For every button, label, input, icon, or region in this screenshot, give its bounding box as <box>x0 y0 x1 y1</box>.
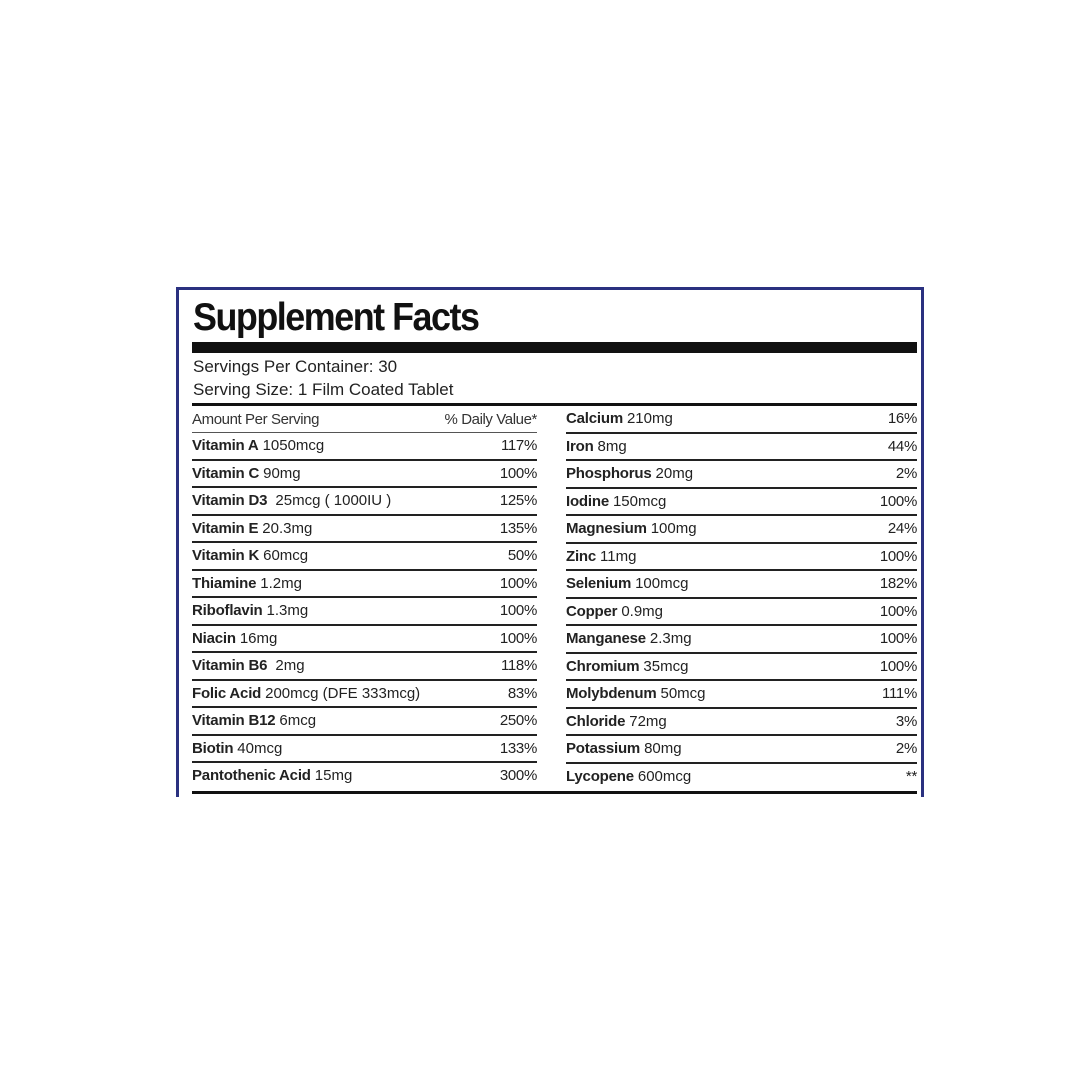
nutrient-amount: 15mg <box>314 767 353 785</box>
nutrient-name: Vitamin K <box>192 547 260 565</box>
nutrient-daily-value: 100% <box>879 602 917 620</box>
nutrient-row <box>192 763 537 789</box>
nutrient-label <box>192 602 308 619</box>
nutrient-label <box>566 410 673 427</box>
nutrient-label <box>192 685 420 702</box>
nutrient-name: Copper <box>566 602 618 620</box>
panel-title: Supplement Facts <box>193 296 479 339</box>
nutrient-name: Lycopene <box>566 767 634 785</box>
nutrient-amount: 200mcg (DFE 333mcg) <box>265 684 421 702</box>
nutrient-name: Magnesium <box>566 520 647 538</box>
nutrient-name: Iron <box>566 437 594 455</box>
nutrient-name: Iodine <box>566 492 609 510</box>
nutrient-row <box>566 489 917 517</box>
nutrient-name: Vitamin A <box>192 437 259 455</box>
nutrient-name: Potassium <box>566 740 641 758</box>
nutrient-label <box>192 437 324 454</box>
nutrient-label <box>192 767 352 784</box>
nutrient-label <box>192 520 312 537</box>
nutrient-amount: 90mg <box>263 464 301 482</box>
nutrient-row <box>192 571 537 599</box>
nutrient-row <box>566 654 917 682</box>
nutrient-daily-value: 2% <box>895 740 917 758</box>
nutrient-daily-value: 16% <box>887 410 917 428</box>
nutrient-amount: 1.3mg <box>266 602 309 620</box>
nutrient-label <box>566 685 706 702</box>
nutrient-name: Manganese <box>566 630 646 648</box>
nutrient-row <box>192 681 537 709</box>
right-nutrient-column <box>566 406 917 789</box>
nutrient-row <box>192 433 537 461</box>
nutrient-daily-value: 100% <box>499 629 537 647</box>
nutrient-daily-value: 50% <box>507 547 537 565</box>
nutrient-row <box>192 708 537 736</box>
nutrient-name: Chloride <box>566 712 626 730</box>
nutrient-name: Vitamin E <box>192 519 259 537</box>
nutrient-amount: 100mcg <box>635 575 689 593</box>
nutrient-row <box>192 653 537 681</box>
nutrient-label <box>192 657 305 674</box>
nutrient-daily-value: 118% <box>500 657 537 675</box>
nutrient-name: Vitamin B12 <box>192 712 276 730</box>
nutrient-row <box>192 488 537 516</box>
nutrient-amount: 6mcg <box>279 712 317 730</box>
nutrient-name: Zinc <box>566 547 597 565</box>
nutrient-label <box>192 712 316 729</box>
nutrient-amount: 2.3mg <box>649 630 692 648</box>
nutrient-label <box>566 548 636 565</box>
nutrient-daily-value: 100% <box>499 464 537 482</box>
nutrient-name: Niacin <box>192 629 236 647</box>
nutrient-name: Riboflavin <box>192 602 263 620</box>
nutrient-amount: 40mcg <box>237 739 283 757</box>
nutrient-row <box>192 736 537 764</box>
nutrient-name: Selenium <box>566 575 632 593</box>
nutrient-row <box>192 543 537 571</box>
nutrient-label <box>192 740 282 757</box>
nutrient-row <box>566 516 917 544</box>
nutrient-row <box>566 736 917 764</box>
nutrient-label <box>566 740 682 757</box>
nutrient-label <box>192 547 308 564</box>
nutrient-row <box>192 516 537 544</box>
left-nutrient-column <box>192 406 537 789</box>
nutrient-daily-value: 117% <box>500 437 537 455</box>
nutrient-amount: 25mcg ( 1000IU ) <box>271 492 392 510</box>
title-divider <box>192 342 917 353</box>
nutrient-row <box>566 626 917 654</box>
nutrient-amount: 72mg <box>629 712 667 730</box>
nutrient-name: Chromium <box>566 657 640 675</box>
nutrient-label <box>192 575 302 592</box>
nutrient-label <box>566 630 692 647</box>
nutrient-name: Folic Acid <box>192 684 262 702</box>
nutrient-amount: 11mg <box>600 547 637 565</box>
daily-value-header: % Daily Value* <box>444 410 537 428</box>
nutrient-daily-value: ** <box>905 767 917 785</box>
nutrient-name: Molybdenum <box>566 685 657 703</box>
nutrient-daily-value: 100% <box>879 630 917 648</box>
nutrient-row <box>566 709 917 737</box>
nutrient-amount: 60mcg <box>263 547 309 565</box>
nutrient-name: Vitamin B6 <box>192 657 268 675</box>
nutrient-daily-value: 125% <box>499 492 537 510</box>
nutrient-row <box>566 461 917 489</box>
nutrient-amount: 1.2mg <box>260 574 302 592</box>
nutrient-row <box>192 598 537 626</box>
nutrient-daily-value: 250% <box>499 712 537 730</box>
nutrient-amount: 100mg <box>650 520 697 538</box>
nutrient-label <box>566 465 693 482</box>
serving-size: Serving Size: 1 Film Coated Tablet <box>193 380 454 399</box>
nutrient-row <box>566 544 917 572</box>
nutrient-daily-value: 111% <box>882 685 917 703</box>
nutrient-name: Vitamin C <box>192 464 260 482</box>
nutrient-label <box>566 768 691 785</box>
nutrient-amount: 2mg <box>271 657 305 675</box>
column-header <box>192 406 537 433</box>
nutrient-row <box>566 599 917 627</box>
nutrient-amount: 210mg <box>626 410 673 428</box>
nutrient-name: Thiamine <box>192 574 257 592</box>
bottom-divider <box>192 791 917 794</box>
supplement-facts-panel <box>176 287 924 797</box>
nutrient-daily-value: 2% <box>895 465 917 483</box>
nutrient-daily-value: 3% <box>895 712 917 730</box>
nutrient-row <box>566 571 917 599</box>
nutrient-amount: 20.3mg <box>262 519 313 537</box>
nutrient-label <box>192 630 277 647</box>
nutrient-daily-value: 100% <box>499 574 537 592</box>
nutrient-row <box>566 681 917 709</box>
nutrient-daily-value: 100% <box>879 657 917 675</box>
nutrient-label <box>566 658 688 675</box>
nutrient-label <box>566 438 627 455</box>
nutrient-label <box>566 520 697 537</box>
nutrient-name: Biotin <box>192 739 234 757</box>
nutrient-row <box>566 764 917 790</box>
nutrient-daily-value: 100% <box>879 547 917 565</box>
nutrient-label <box>566 493 666 510</box>
nutrient-name: Phosphorus <box>566 465 652 483</box>
nutrient-name: Vitamin D3 <box>192 492 268 510</box>
amount-per-serving-header: Amount Per Serving <box>192 410 320 428</box>
nutrient-daily-value: 182% <box>879 575 917 593</box>
nutrient-amount: 20mg <box>655 465 694 483</box>
nutrient-daily-value: 300% <box>499 767 537 785</box>
nutrient-amount: 150mcg <box>612 492 667 510</box>
nutrient-amount: 16mg <box>239 629 278 647</box>
nutrient-row <box>566 406 917 434</box>
nutrient-label <box>566 575 688 592</box>
nutrient-name: Calcium <box>566 410 623 428</box>
servings-per-container: Servings Per Container: 30 <box>193 357 398 376</box>
nutrient-label <box>566 713 667 730</box>
nutrient-daily-value: 100% <box>499 602 537 620</box>
nutrient-row <box>192 461 537 489</box>
nutrient-amount: 8mg <box>597 437 627 455</box>
nutrient-daily-value: 133% <box>499 739 537 757</box>
nutrient-label <box>566 603 663 620</box>
nutrient-row <box>566 434 917 462</box>
nutrient-amount: 600mcg <box>637 767 692 785</box>
nutrient-label <box>192 465 301 482</box>
nutrient-name: Pantothenic Acid <box>192 767 311 785</box>
nutrient-row <box>192 626 537 654</box>
nutrient-amount: 0.9mg <box>621 602 664 620</box>
nutrient-daily-value: 83% <box>507 684 537 702</box>
nutrient-daily-value: 44% <box>887 437 917 455</box>
nutrient-amount: 80mg <box>644 740 682 758</box>
nutrient-amount: 35mcg <box>643 657 689 675</box>
nutrient-daily-value: 135% <box>499 519 537 537</box>
nutrient-daily-value: 24% <box>887 520 917 538</box>
nutrient-label <box>192 492 391 509</box>
nutrient-daily-value: 100% <box>879 492 917 510</box>
nutrient-amount: 50mcg <box>660 685 706 703</box>
nutrient-amount: 1050mcg <box>262 437 325 455</box>
